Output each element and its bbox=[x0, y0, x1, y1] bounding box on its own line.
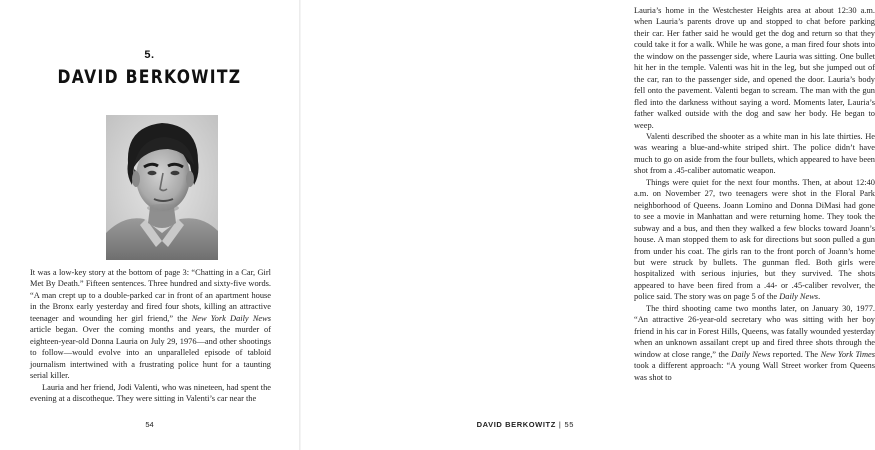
text-run: took a different approach: “A young Wall Street worker from Queens was shot to bbox=[634, 361, 875, 382]
left-page bbox=[0, 0, 299, 450]
paragraph bbox=[634, 177, 875, 303]
paragraph bbox=[634, 131, 875, 177]
text-run: Things were quiet for the next four months. Then, at about 12:40 a.m. on November 27, two teenagers were shot in the Floral Park neighborhood of Queens. Joann Lomino and Donna DiMasi had gone to see a movie in Manhattan and were returning home. They took the subway and a bus, and then they walked a few blocks toward Joann’s house. A man stopped them to ask for directions but soon pulled a gun from under his coat. The girls ran to the front porch of Joann’s home but were struck by bullets. The gunman fled. Both girls were hospitalized with serious injuries, but they survived. The shots appeared to have been fired from a .44- or .45-caliber revolver, the police said. The story was on page 5 of the bbox=[634, 177, 875, 302]
page-number: 54 bbox=[145, 420, 154, 429]
text-run: article began. Over the coming months and years, the murder of eighteen-year-old Donna Lauria on July 29, 1976—and other shootings to follow—would evolve into an unparalleled episode of tabloid journalism intertwined with a frustrating police hunt for a taunting serial killer. bbox=[30, 325, 271, 381]
paragraph bbox=[30, 382, 271, 405]
right-page bbox=[301, 0, 875, 450]
chapter-number: 5. bbox=[144, 49, 155, 61]
paragraph bbox=[634, 5, 875, 131]
italic-text-run: Daily News bbox=[731, 349, 771, 359]
text-run: . bbox=[818, 292, 821, 302]
text-run: Lauria and her friend, Jodi Valenti, who was nineteen, had spent the evening at a discotheque. They were sitting in Valenti’s car near the bbox=[30, 382, 271, 403]
text-run: reported. The bbox=[770, 349, 821, 359]
italic-text-run: New York Times bbox=[820, 349, 875, 359]
italic-text-run: New York Daily News bbox=[191, 313, 271, 323]
italic-text-run: Daily News bbox=[779, 292, 819, 302]
chapter-title: DAVID BERKOWITZ bbox=[57, 66, 242, 88]
paragraph bbox=[30, 267, 271, 382]
paragraph bbox=[634, 303, 875, 383]
page-number: 55 bbox=[564, 420, 574, 429]
text-run: Valenti described the shooter as a white man in his late thirties. He was wearing a blue-and-white striped shirt. The police didn’t have much to go on aside from the four bullets, which appeared to have been shot from a .45-caliber automatic weapon. bbox=[634, 131, 875, 176]
portrait-photo bbox=[106, 115, 218, 260]
running-head: DAVID BERKOWITZ bbox=[476, 420, 556, 429]
running-footer bbox=[477, 420, 574, 429]
left-page-body bbox=[30, 267, 271, 404]
text-run: It was a low-key story at the bottom of page 3: “Chatting in a Car, Girl Met By Death.” Fifteen sentences. Three hundred and sixty-five words. “A man crept up to a double-parked car in front of an apartment house in the Bronx early yesterday and fired four shots, killing an attractive teenager and wounding her girl friend,” the bbox=[30, 268, 271, 323]
text-run: Lauria’s home in the Westchester Heights area at about 12:30 a.m. when Lauria’s parents drove up and stopped to chat before parking their car. Her father said he would get the dog and return so that they could take it for a walk. While he was gone, a man fired four shots into the window on the passenger side, where Lauria was sitting. One bullet hit her in the temple. Valenti was hit in the leg, but she jumped out of the car, ran to the passenger side, and opened the door. Lauria’s body fell onto the pavement. Valenti began to scream. The man with the gun fled into the darkness without saying a word. Moments later, Lauria’s father walked outside with the dog and saw her body. He began to weep. bbox=[634, 6, 875, 130]
text-run: The third shooting came two months later, on January 30, 1977. “An attractive 26-year-old secretary who was sitting with her boy friend in his car in Forest Hills, Queens, was fatally wounded yesterday when an unknown assailant crept up and fired three shots through the window at close range,” the bbox=[634, 303, 875, 359]
right-page-body bbox=[634, 5, 875, 383]
running-head-separator: | bbox=[558, 420, 562, 429]
